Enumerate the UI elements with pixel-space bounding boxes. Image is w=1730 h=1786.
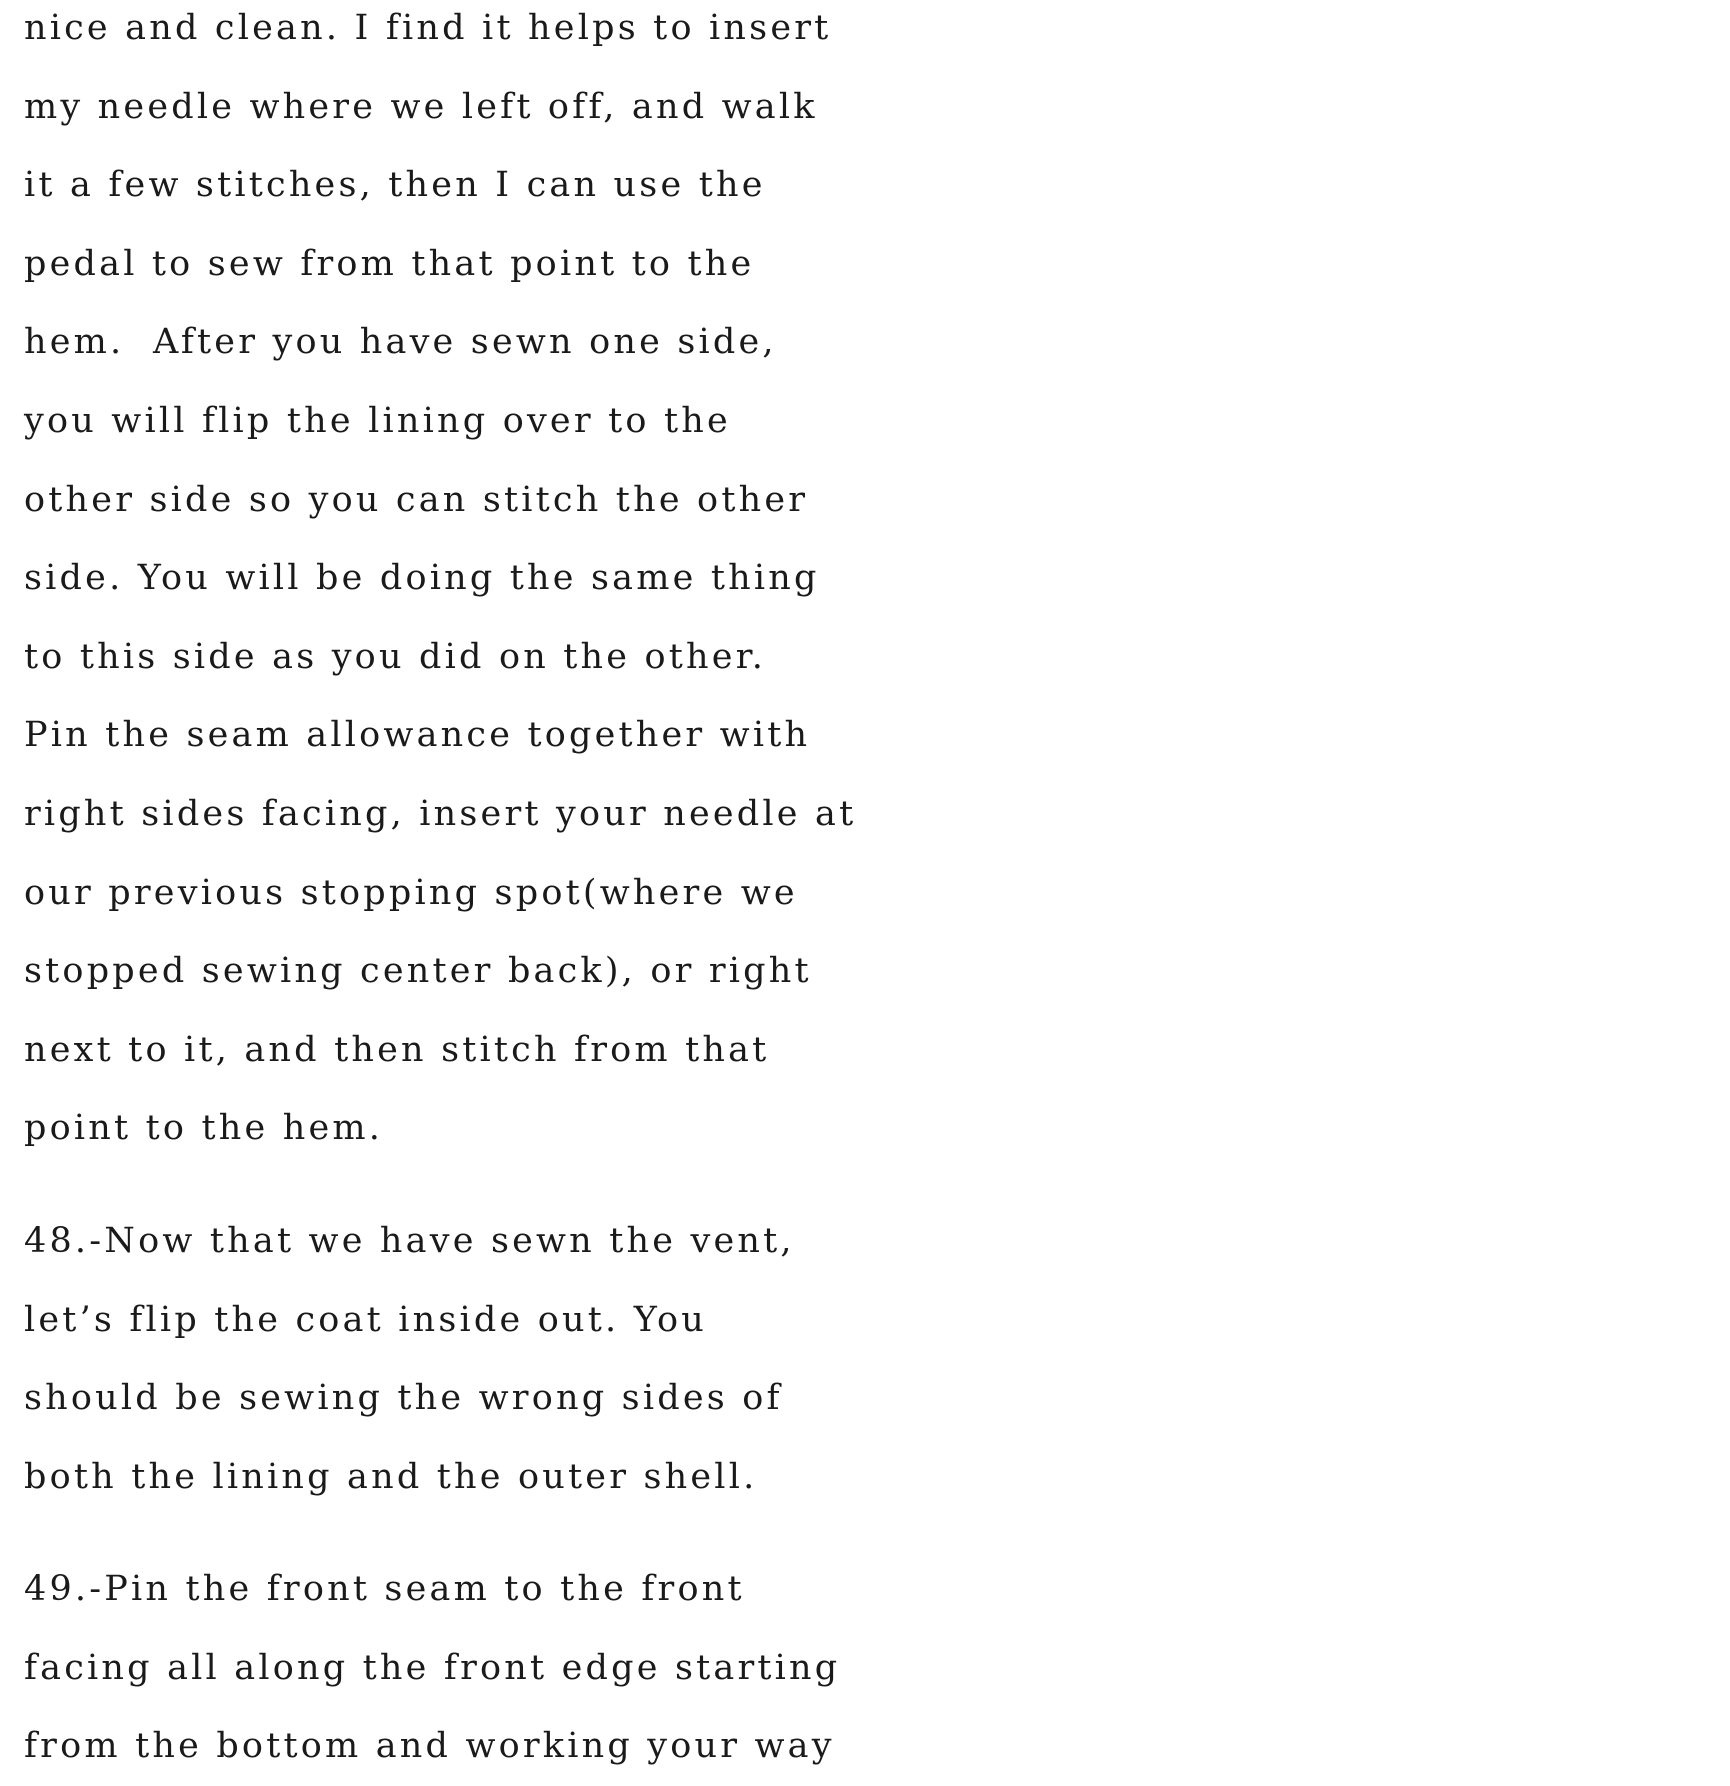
text-line: facing all along the front edge starting xyxy=(24,1647,841,1688)
text-line: our previous stopping spot(where we xyxy=(24,872,798,913)
text-line: my needle where we left off, and walk xyxy=(24,86,818,127)
text-line: it a few stitches, then I can use the xyxy=(24,165,766,206)
text-line: hem. After you have sewn one side, xyxy=(24,322,777,363)
text-line: both the lining and the outer shell. xyxy=(24,1456,758,1497)
text-line: point to the hem. xyxy=(24,1108,384,1149)
text-line: side. You will be doing the same thing xyxy=(24,558,820,599)
paragraph-continued-instructions xyxy=(24,0,1024,1168)
text-line: let’s flip the coat inside out. You xyxy=(24,1299,707,1340)
text-line: you will flip the lining over to the xyxy=(24,400,731,441)
text-line: right sides facing, insert your needle at xyxy=(24,793,857,834)
text-line: next to it, and then stitch from that xyxy=(24,1029,770,1070)
text-line: 49.-Pin the front seam to the front xyxy=(24,1569,745,1610)
paragraph-step-48 xyxy=(24,1202,1024,1516)
text-line: stopped sewing center back), or right xyxy=(24,951,812,992)
document-page xyxy=(24,0,1024,1786)
text-line: nice and clean. I find it helps to insert xyxy=(24,8,832,48)
text-line: 48.-Now that we have sewn the vent, xyxy=(24,1220,795,1261)
text-line: pedal to sew from that point to the xyxy=(24,243,755,284)
text-line: to this side as you did on the other. xyxy=(24,636,767,677)
text-line: from the bottom and working your way xyxy=(24,1726,835,1767)
text-line: should be sewing the wrong sides of xyxy=(24,1378,783,1419)
text-line: Pin the seam allowance together with xyxy=(24,715,811,756)
text-line: other side so you can stitch the other xyxy=(24,479,809,520)
paragraph-step-49 xyxy=(24,1550,1024,1786)
